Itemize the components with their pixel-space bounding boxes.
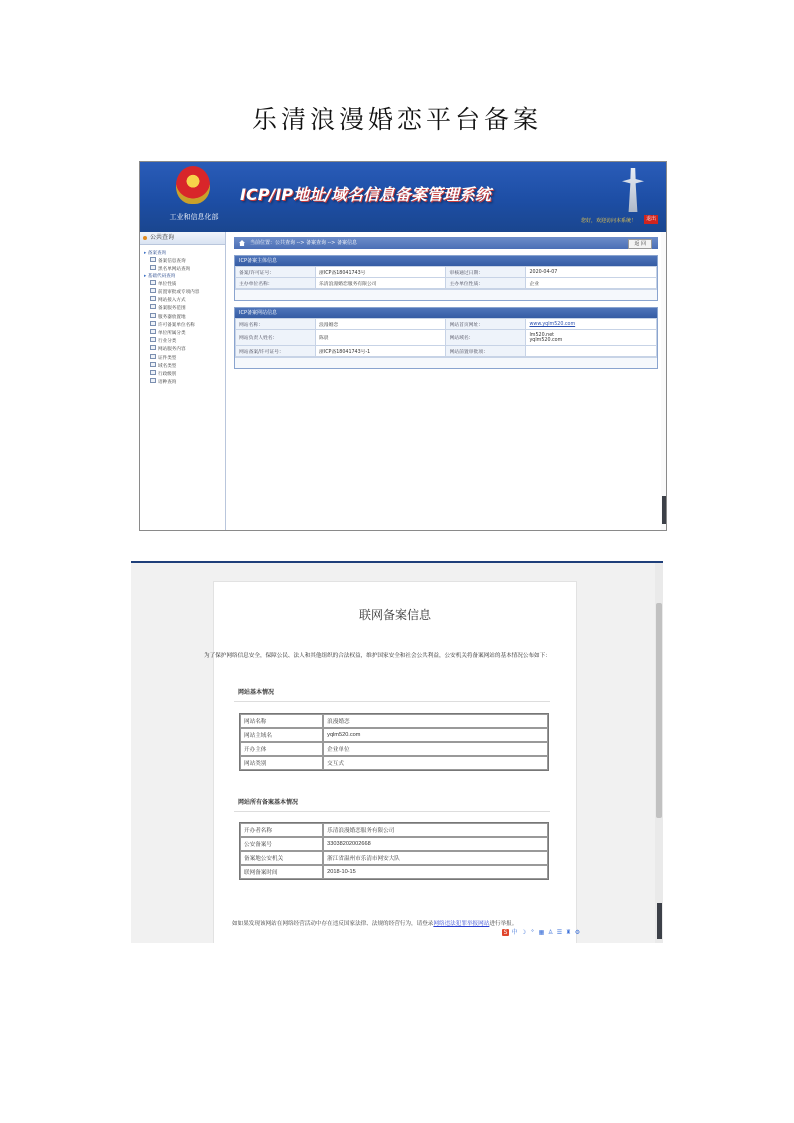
table-row — [240, 714, 548, 728]
homepage-link[interactable]: www.yqlm520.com — [529, 321, 576, 327]
record-section-title: 网站所有备案基本情况 — [238, 800, 299, 806]
table-row — [240, 837, 548, 851]
tower-icon — [622, 168, 644, 212]
sidebar-item[interactable]: 单位性质 — [140, 280, 225, 288]
domain-item: lm520.net — [529, 332, 555, 338]
national-emblem-icon — [176, 166, 210, 204]
ime-moon-icon[interactable]: ☽ — [520, 928, 527, 936]
breadcrumb — [234, 237, 658, 249]
scrollbar-thumb[interactable] — [656, 603, 662, 818]
table-row — [240, 742, 548, 756]
field-label: 公安备案号 — [240, 837, 323, 851]
sidebar-item[interactable]: 备案服务范围 — [140, 304, 225, 312]
ime-punct-icon[interactable]: ° — [531, 928, 534, 936]
sidebar-item[interactable]: 网站接入方式 — [140, 296, 225, 304]
subject-info-panel — [234, 255, 658, 301]
table-row — [240, 865, 548, 879]
basic-info-table — [239, 713, 549, 771]
divider — [234, 811, 550, 812]
ime-shirt-icon[interactable]: ♜ — [565, 928, 572, 936]
website-info-table — [235, 318, 657, 357]
field-label: 网站备案/许可证号： — [236, 346, 316, 357]
breadcrumb-text: 当前位置：公共查询 --> 备案查询 --> 备案信息 — [250, 240, 357, 246]
table-row — [240, 823, 548, 837]
report-link[interactable]: 网络违法犯罪举报网站 — [433, 921, 490, 927]
website-info-panel — [234, 307, 658, 369]
icp-header — [140, 162, 666, 232]
scrollbar[interactable] — [661, 232, 666, 530]
main-content — [226, 232, 666, 530]
sidebar-header[interactable]: 公共查询 — [140, 232, 225, 245]
field-value — [526, 346, 657, 357]
table-row — [236, 330, 657, 346]
field-value: 交互式 — [323, 756, 548, 770]
ime-user-icon[interactable]: ♙ — [547, 928, 554, 936]
homepage-link-cell — [526, 319, 657, 330]
ime-gear-icon[interactable]: ⚙ — [574, 928, 581, 936]
scrollbar-edge — [657, 903, 662, 939]
record-card — [204, 581, 577, 943]
field-label: 网站前置审批项： — [446, 346, 526, 357]
ministry-name: 工业和信息化部 — [169, 213, 219, 221]
sidebar-item[interactable]: 单位所属分类 — [140, 329, 225, 337]
sidebar-item[interactable]: 备案信息查询 — [140, 257, 225, 265]
field-label: 联网备案时间 — [240, 865, 323, 879]
panel-header: ICP备案网站信息 — [235, 308, 657, 318]
field-label: 网站域名： — [446, 330, 526, 346]
exit-button[interactable]: 退出 — [645, 216, 656, 222]
field-value: yqlm520.com — [323, 728, 548, 742]
sidebar-list — [140, 251, 225, 386]
sidebar-item[interactable]: 黑名单网站查询 — [140, 265, 225, 273]
sidebar-item[interactable]: 证件类型 — [140, 354, 225, 362]
ime-menu-icon[interactable]: ☰ — [556, 928, 563, 936]
icp-screenshot — [139, 161, 667, 531]
field-label: 网站负责人姓名： — [236, 330, 316, 346]
ime-chinese-icon[interactable]: 中 — [511, 928, 518, 936]
sidebar — [140, 232, 226, 530]
field-value: 企业 — [526, 278, 657, 289]
table-row — [240, 851, 548, 865]
field-value: 乐清浪漫婚恋服务有限公司 — [315, 278, 446, 289]
field-label: 开办者名称 — [240, 823, 323, 837]
sidebar-item[interactable]: 行政级别 — [140, 370, 225, 378]
field-value: 浙江省温州市乐清市网安大队 — [323, 851, 548, 865]
field-label: 审核通过日期： — [446, 267, 526, 278]
table-row — [236, 346, 657, 357]
ime-logo-icon[interactable]: S — [503, 928, 508, 936]
record-info-table — [239, 822, 549, 880]
field-value: 浙ICP备18041743号 — [315, 267, 446, 278]
field-label: 备案/许可证号： — [236, 267, 316, 278]
sidebar-item[interactable]: 域名类型 — [140, 362, 225, 370]
field-label: 主办单位名称： — [236, 278, 316, 289]
field-value: 浙ICP备18041743号-1 — [315, 346, 446, 357]
document-title: 乐清浪漫婚恋平台备案 — [251, 105, 542, 134]
field-label: 网站名称： — [236, 319, 316, 330]
field-label: 开办主体 — [240, 742, 323, 756]
gongan-screenshot — [131, 561, 663, 943]
table-row — [240, 756, 548, 770]
table-row — [240, 728, 548, 742]
back-button[interactable]: 返 回 — [628, 239, 652, 249]
field-label: 主办单位性质： — [446, 278, 526, 289]
table-row — [236, 319, 657, 330]
ime-keyboard-icon[interactable]: ▦ — [538, 928, 545, 936]
field-value: 2018-10-15 — [323, 865, 548, 879]
domain-item: yqlm520.com — [529, 337, 563, 343]
home-icon[interactable] — [239, 240, 245, 246]
note-suffix: 进行举报。 — [489, 921, 518, 927]
field-value: 浪漫婚恋 — [323, 714, 548, 728]
domain-list — [526, 330, 657, 346]
sidebar-group[interactable]: ▸ 基础代码查询 — [140, 274, 225, 280]
sidebar-item[interactable]: 网站服务内容 — [140, 345, 225, 353]
subject-info-table — [235, 266, 657, 289]
field-value: 企业单位 — [323, 742, 548, 756]
panel-header: ICP备案主体信息 — [235, 256, 657, 266]
field-value: 乐清浪漫婚恋服务有限公司 — [323, 823, 548, 837]
basic-section-title: 网站基本情况 — [238, 690, 275, 696]
record-title: 联网备案信息 — [358, 608, 431, 622]
welcome-text: 您好，欢迎访问本系统！ — [580, 218, 636, 224]
scrollbar[interactable] — [655, 563, 663, 943]
field-label: 备案地公安机关 — [240, 851, 323, 865]
field-label: 网站名称 — [240, 714, 323, 728]
sidebar-item[interactable]: 服务器放置地 — [140, 313, 225, 321]
sidebar-item[interactable]: 前置审批或专项内容 — [140, 288, 225, 296]
field-value: 浪漫婚恋 — [315, 319, 446, 330]
table-row — [236, 267, 657, 278]
sidebar-item[interactable]: 许可备案单位名称 — [140, 321, 225, 329]
note-prefix: 如如果发现该网站在网络经营活动中存在违反国家法律、法规的经营行为，请登录 — [232, 921, 434, 927]
sidebar-group[interactable]: ▸ 备案查询 — [140, 251, 225, 257]
sidebar-item[interactable]: 语种查询 — [140, 378, 225, 386]
field-label: 网站首页网址： — [446, 319, 526, 330]
report-note — [232, 919, 562, 927]
divider — [234, 701, 550, 702]
system-title: ICP/IP地址/域名信息备案管理系统 — [240, 185, 491, 204]
field-value: 2020-04-07 — [526, 267, 657, 278]
table-row — [236, 278, 657, 289]
ime-toolbar — [502, 927, 581, 937]
intro-text: 为了保护网络信息安全，保障公民、法人和其他组织的合法权益，维护国家安全和社会公共利益，公安机关将备案网站的基本情况公布如下： — [204, 653, 551, 659]
panel-footer — [235, 289, 657, 300]
field-value: 33038202002668 — [323, 837, 548, 851]
field-label: 网站主域名 — [240, 728, 323, 742]
field-value: 陈晨 — [315, 330, 446, 346]
field-label: 网站类别 — [240, 756, 323, 770]
panel-footer — [235, 357, 657, 368]
sidebar-item[interactable]: 行业分类 — [140, 337, 225, 345]
